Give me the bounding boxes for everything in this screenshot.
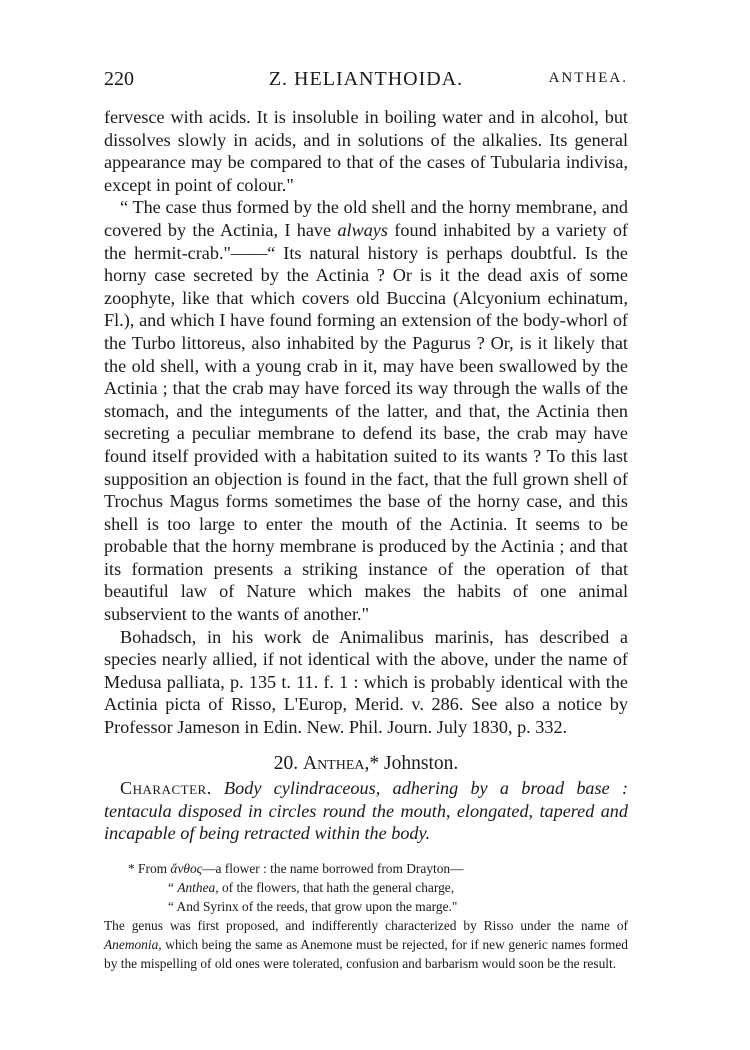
footnote-marker: * From bbox=[128, 861, 168, 876]
verse-1-open: “ bbox=[168, 880, 174, 895]
character-paragraph bbox=[104, 777, 628, 845]
footnote-line-1-rest: —a flower : the name borrowed from Drayton— bbox=[202, 861, 464, 876]
footnote-verse-2: “ And Syrinx of the reeds, that grow upon the marge." bbox=[168, 899, 458, 914]
verse-1-italic: Anthea, bbox=[177, 880, 219, 895]
footnote-continuation bbox=[104, 916, 628, 973]
footnote bbox=[104, 859, 628, 973]
genus-heading bbox=[104, 753, 628, 776]
paragraph-quote bbox=[104, 196, 628, 625]
page-number: 220 bbox=[104, 68, 134, 90]
page-body bbox=[104, 106, 628, 973]
page-header bbox=[104, 68, 628, 98]
section-title: Z. HELIANTHOIDA. bbox=[268, 68, 464, 90]
footnote-cont-italic: Anemonia, bbox=[104, 937, 162, 952]
character-text: Body cylindraceous, adhering by a broad base : tentacula disposed in circles round the mouth, elongated, tapered and incapable of being retracted within the body. bbox=[104, 778, 628, 844]
running-head: ANTHEA. bbox=[548, 70, 628, 86]
emphasis-always: always bbox=[337, 219, 388, 240]
footnote-greek: ἄνθος bbox=[170, 861, 203, 876]
verse-1-rest: of the flowers, that hath the general charge, bbox=[218, 880, 455, 895]
character-label: Character. bbox=[120, 778, 212, 799]
footnote-cont-end: which being the same as Anemone must be rejected, for if new generic names formed by the mispelling of old ones were tolerated, confusion and barbarism would soon be the result. bbox=[104, 937, 628, 971]
genus-author: Johnston. bbox=[384, 752, 459, 774]
genus-number: 20. bbox=[273, 752, 299, 774]
paragraph-quote-start: “ The case thus formed by the old shell and the horny membrane, and covered by the Actinia, I have bbox=[104, 197, 628, 240]
paragraph-continued: fervesce with acids. It is insoluble in boiling water and in alcohol, but dissolves slowly in acids, and in solutions of the alkalies. Its general appearance may be compared to that of the cases of Tubularia indivisa, except in point of colour." bbox=[104, 107, 628, 195]
genus-name: Anthea,* bbox=[302, 752, 380, 774]
paragraph-quote-rest: found inhabited by a variety of the hermit-crab."——“ Its natural history is perhaps doubtful. Is the horny case secreted by the Actinia ? Or is it the dead axis of some zoophyte, like that which covers old Buccina (Alcyonium echinatum, Fl.), and which I have found forming an extension of the body-whorl of the Turbo littoreus, also inhabited by the Pagurus ? Or, is it likely that the old shell, with a young crab in it, may have been swallowed by the Actinia ; that the crab may have forced its way through the walls of the stomach, and the integuments of the latter, and that, the Actinia then secreting a peculiar membrane to defend its base, the crab may have found itself provided with a habitation suited to its wants ? To this last supposition an objection is found in the fact, that the full grown shell of Trochus Magus forms sometimes the base of the horny case, and this shell is too large to enter the mouth of the Actinia. It seems to be probable that the horny membrane is produced by the Actinia ; and that its formation presents a striking instance of the operation of that beautiful law of Nature which makes the habits of one animal subservient to the wants of another." bbox=[104, 219, 628, 625]
paragraph-bohadsch: Bohadsch, in his work de Animalibus marinis, has described a species nearly allied, if not identical with the above, under the name of Medusa palliata, p. 135 t. 11. f. 1 : which is probably identical with the Actinia picta of Risso, L'Europ, Merid. v. 286. See also a notice by Professor Jameson in Edin. New. Phil. Journ. July 1830, p. 332. bbox=[104, 626, 628, 738]
footnote-cont-start: The genus was first proposed, and indifferently characterized by Risso under the name of bbox=[104, 918, 628, 933]
footnote-verse-1 bbox=[168, 878, 628, 897]
footnote-line-1 bbox=[128, 859, 628, 878]
